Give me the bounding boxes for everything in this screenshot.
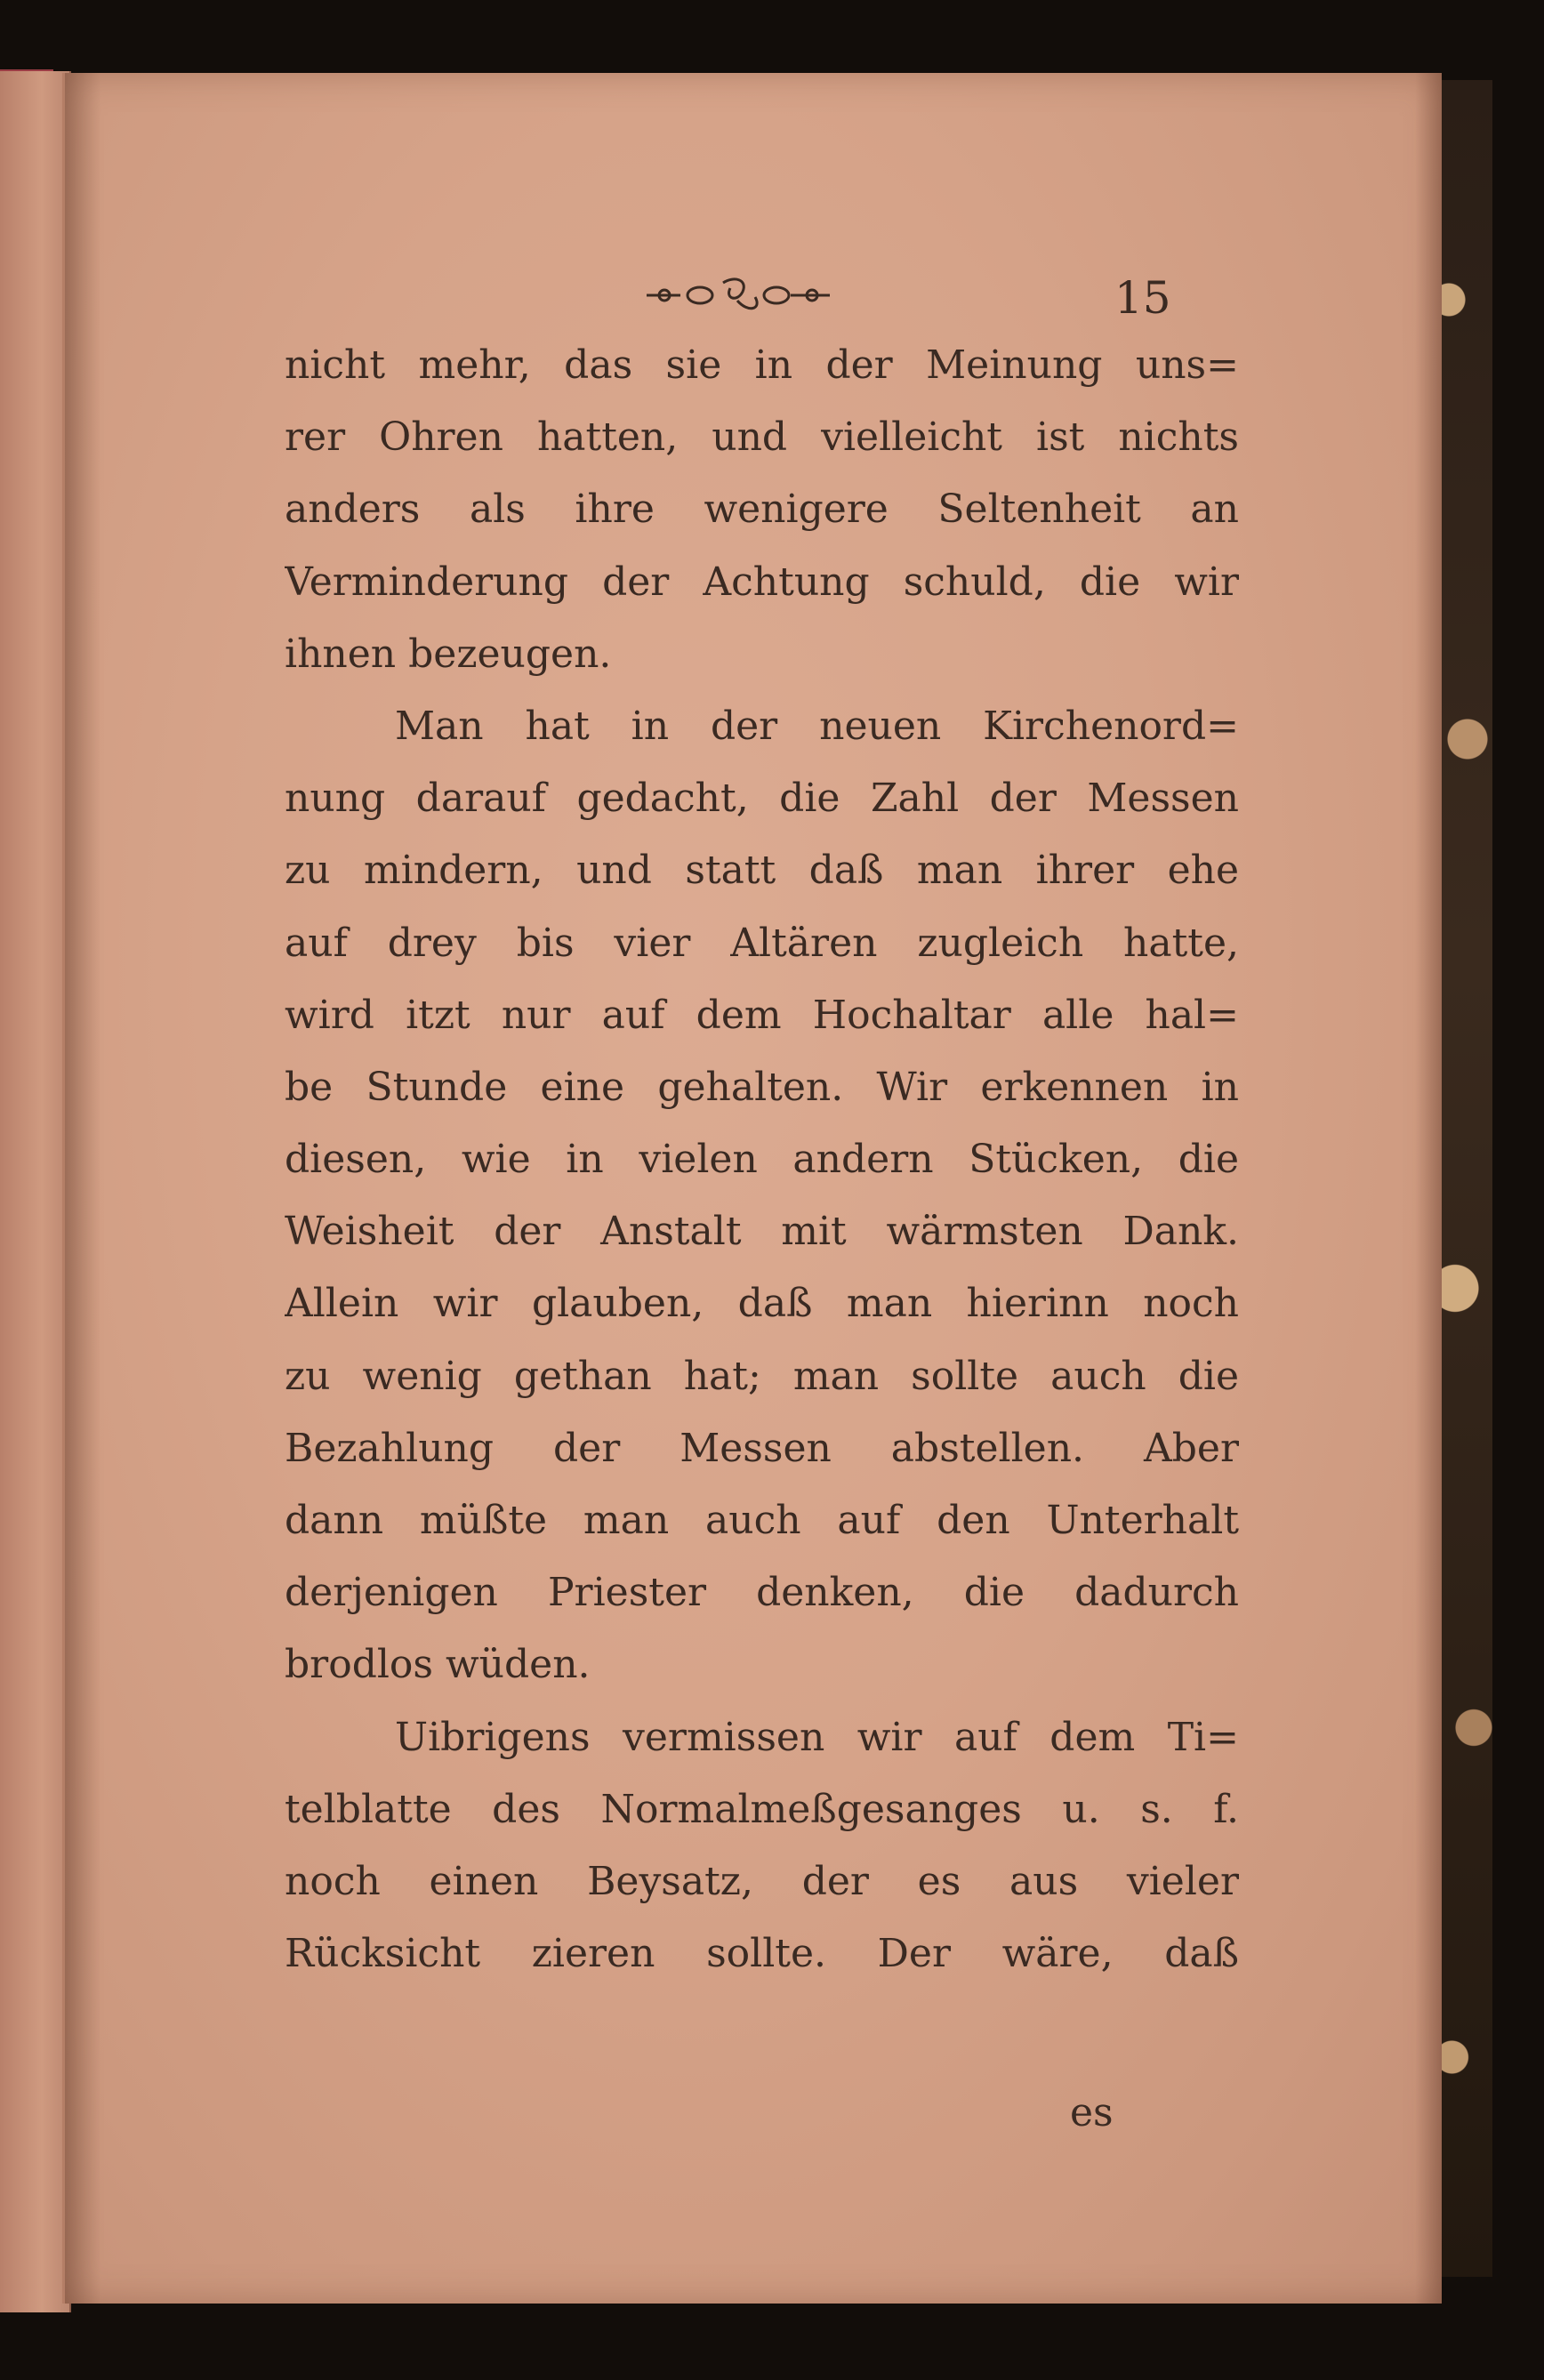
text-line: derjenigen Priester denken, die dadurch (285, 1570, 1239, 1616)
text-line: dann müßte man auch auf den Unterhalt (285, 1498, 1239, 1543)
text-line: Bezahlung der Messen abstellen. Aber (285, 1425, 1239, 1471)
gutter-shadow (65, 73, 101, 2304)
text-line: wird itzt nur auf dem Hochaltar alle hal= (285, 992, 1239, 1038)
catchword: es (1070, 2090, 1114, 2135)
text-line: be Stunde eine gehalten. Wir erkennen in (285, 1064, 1239, 1110)
text-line: diesen, wie in vielen andern Stücken, die (285, 1137, 1239, 1183)
text-line: anders als ihre wenigere Seltenheit an (285, 486, 1239, 533)
text-line: Uibrigens vermissen wir auf dem Ti= (395, 1714, 1239, 1760)
text-line: telblatte des Normalmeßgesanges u. s. f. (285, 1786, 1239, 1832)
text-line: zu wenig gethan hat; man sollte auch die (285, 1353, 1239, 1399)
text-line: nung darauf gedacht, die Zahl der Messen (285, 776, 1239, 822)
text-line: Rücksicht zieren sollte. Der wäre, daß (285, 1931, 1239, 1977)
text-line: rer Ohren hatten, und vielleicht ist nichts (285, 414, 1239, 461)
left-page-strip (0, 71, 71, 2312)
text-line: nicht mehr, das sie in der Meinung uns= (285, 342, 1239, 388)
text-line: brodlos wüden. (285, 1642, 591, 1688)
text-line: auf drey bis vier Altären zugleich hatte, (285, 920, 1239, 966)
text-line: Verminderung der Achtung schuld, die wir (285, 559, 1239, 605)
body-text (285, 329, 1239, 1990)
text-line: zu mindern, und statt daß man ihrer ehe (285, 848, 1239, 894)
book-page (62, 73, 1442, 2304)
page-number: 15 (1114, 272, 1171, 324)
page-header (65, 258, 1442, 338)
text-line: ihnen bezeugen. (285, 631, 612, 677)
text-line: noch einen Beysatz, der es aus vieler (285, 1858, 1239, 1904)
header-ornament-icon (645, 274, 832, 317)
text-line: Weisheit der Anstalt mit wärmsten Dank. (285, 1209, 1239, 1255)
text-line: Man hat in der neuen Kirchenord= (395, 703, 1239, 749)
fore-edge-shadow (1415, 73, 1442, 2304)
text-line: Allein wir glauben, daß man hierinn noch (285, 1281, 1239, 1327)
